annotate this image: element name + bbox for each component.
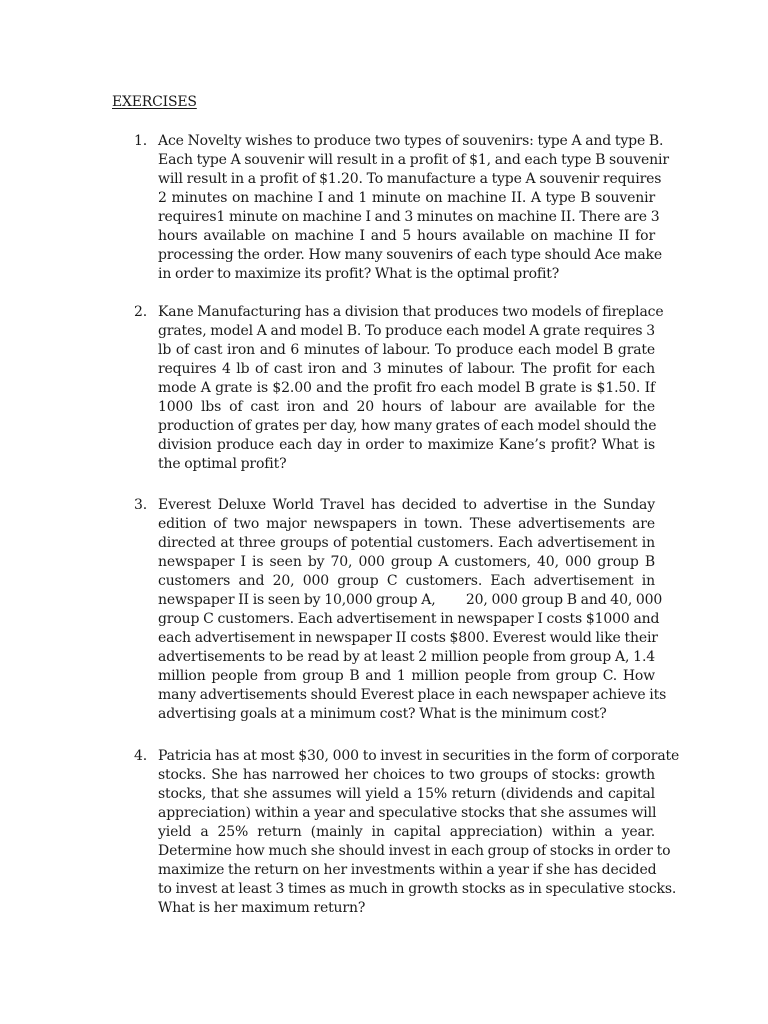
exercise-line: directed at three groups of potential customers. Each advertisement in: [158, 535, 655, 551]
exercise-line: newspaper II is seen by 10,000 group A, 20, 000 group B and 40, 000: [158, 592, 663, 608]
exercise-line: stocks, that she assumes will yield a 15% return (dividends and capital: [158, 786, 655, 802]
exercise-line: lb of cast iron and 6 minutes of labour. To produce each model B grate: [158, 342, 655, 358]
exercise-line: newspaper I is seen by 70, 000 group A customers, 40, 000 group B: [158, 554, 655, 570]
exercise-3: [134, 496, 667, 724]
exercise-line: grates, model A and model B. To produce each model A grate requires 3: [158, 323, 655, 339]
exercise-line: to invest at least 3 times as much in growth stocks as in speculative stocks.: [158, 881, 677, 897]
exercise-1: [134, 132, 669, 284]
exercise-number: 3.: [134, 497, 147, 513]
exercise-line: processing the order. How many souvenirs of each type should Ace make: [158, 247, 662, 263]
exercise-line: hours available on machine I and 5 hours available on machine II for: [158, 228, 655, 244]
exercise-line: division produce each day in order to maximize Kane’s profit? What is: [158, 437, 655, 453]
exercise-line: 1000 lbs of cast iron and 20 hours of labour are available for the: [158, 399, 655, 415]
exercise-line: customers and 20, 000 group C customers. Each advertisement in: [158, 573, 655, 589]
page-heading: EXERCISES: [112, 94, 197, 110]
exercise-line: Each type A souvenir will result in a profit of $1, and each type B souvenir: [158, 152, 669, 168]
exercise-number: 4.: [134, 748, 147, 764]
exercise-line: appreciation) within a year and speculative stocks that she assumes will: [158, 805, 657, 821]
exercise-line: advertisements to be read by at least 2 million people from group A, 1.4: [158, 649, 655, 665]
exercise-line: maximize the return on her investments within a year if she has decided: [158, 862, 657, 878]
exercise-line: in order to maximize its profit? What is the optimal profit?: [158, 266, 560, 282]
exercise-line: Ace Novelty wishes to produce two types of souvenirs: type A and type B.: [158, 133, 664, 149]
exercise-line: Determine how much she should invest in each group of stocks in order to: [158, 843, 671, 859]
exercise-line: many advertisements should Everest place in each newspaper achieve its: [158, 687, 667, 703]
exercise-4: [134, 747, 680, 918]
exercise-line: Patricia has at most $30, 000 to invest in securities in the form of corporate: [158, 748, 680, 764]
exercise-line: What is her maximum return?: [158, 900, 366, 916]
exercise-line: Kane Manufacturing has a division that produces two models of fireplace: [158, 304, 664, 320]
exercise-line: Everest Deluxe World Travel has decided to advertise in the Sunday: [158, 497, 655, 513]
exercise-line: yield a 25% return (mainly in capital appreciation) within a year.: [158, 824, 655, 840]
exercise-line: production of grates per day, how many grates of each model should the: [158, 418, 657, 434]
exercise-line: million people from group B and 1 million people from group C. How: [158, 668, 655, 684]
exercise-line: requires1 minute on machine I and 3 minutes on machine II. There are 3: [158, 209, 660, 225]
exercise-line: stocks. She has narrowed her choices to two groups of stocks: growth: [158, 767, 655, 783]
exercise-line: requires 4 lb of cast iron and 3 minutes of labour. The profit for each: [158, 361, 655, 377]
exercise-number: 2.: [134, 304, 147, 320]
exercise-line: each advertisement in newspaper II costs $800. Everest would like their: [158, 630, 658, 646]
exercise-line: advertising goals at a minimum cost? What is the minimum cost?: [158, 706, 607, 722]
exercise-line: 2 minutes on machine I and 1 minute on machine II. A type B souvenir: [158, 190, 655, 206]
exercise-line: mode A grate is $2.00 and the profit fro each model B grate is $1.50. If: [158, 380, 655, 396]
exercise-number: 1.: [134, 133, 147, 149]
exercise-line: will result in a profit of $1.20. To manufacture a type A souvenir requires: [158, 171, 662, 187]
exercise-line: the optimal profit?: [158, 456, 287, 472]
exercise-2: [134, 303, 664, 474]
exercise-line: group C customers. Each advertisement in newspaper I costs $1000 and: [158, 611, 660, 627]
exercise-line: edition of two major newspapers in town. These advertisements are: [158, 516, 655, 532]
